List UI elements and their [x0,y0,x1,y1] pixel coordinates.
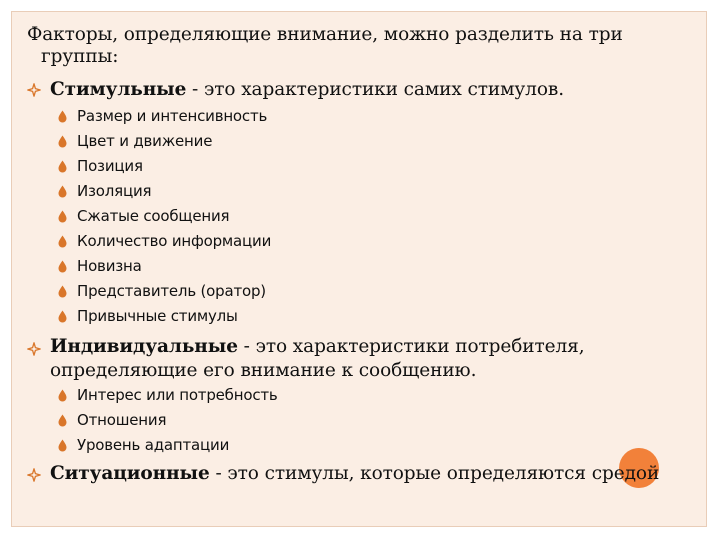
list-item-label: Интерес или потребность [77,386,278,404]
list-item [58,154,271,179]
stimulus-factor-list [58,104,271,329]
group-heading-situational [50,462,659,486]
individual-factor-list [58,383,278,458]
list-item [58,229,271,254]
list-item [58,383,278,408]
list-item-label: Размер и интенсивность [77,107,268,125]
list-item [58,279,271,304]
intro-line-2: группы: [41,46,119,67]
group-description-line-2: определяющие его внимание к сообщению. [50,360,477,381]
teardrop-icon [58,235,67,248]
diamond-outline-icon [27,83,41,97]
group-title: Индивидуальные [50,336,238,357]
group-heading-individual [50,335,585,359]
intro-line-1: Факторы, определяющие внимание, можно разделить на три [27,24,623,45]
intro-text [27,24,623,68]
list-item [58,129,271,154]
list-item-label: Привычные стимулы [77,307,238,325]
teardrop-icon [58,110,67,123]
group-title: Ситуационные [50,463,210,484]
group-description: - это характеристики самих стимулов. [186,79,564,100]
list-item-label: Сжатые сообщения [77,207,230,225]
list-item [58,179,271,204]
list-item-label: Позиция [77,157,143,175]
group-description: - это стимулы, которые определяются средой [209,463,660,484]
group-heading-stimulus [50,78,564,102]
list-item [58,304,271,329]
list-item-label: Новизна [77,257,142,275]
teardrop-icon [58,135,67,148]
list-item [58,408,278,433]
teardrop-icon [58,439,67,452]
teardrop-icon [58,285,67,298]
list-item [58,204,271,229]
teardrop-icon [58,389,67,402]
list-item-label: Цвет и движение [77,132,213,150]
list-item [58,254,271,279]
teardrop-icon [58,260,67,273]
list-item-label: Изоляция [77,182,152,200]
teardrop-icon [58,310,67,323]
list-item-label: Уровень адаптации [77,436,230,454]
diamond-outline-icon [27,342,41,356]
list-item-label: Отношения [77,411,167,429]
diamond-outline-icon [27,468,41,482]
group-title: Стимульные [50,79,187,100]
list-item [58,433,278,458]
list-item [58,104,271,129]
list-item-label: Количество информации [77,232,272,250]
teardrop-icon [58,160,67,173]
group-description: - это характеристики потребителя, [237,336,585,357]
teardrop-icon [58,414,67,427]
list-item-label: Представитель (оратор) [77,282,266,300]
teardrop-icon [58,210,67,223]
teardrop-icon [58,185,67,198]
